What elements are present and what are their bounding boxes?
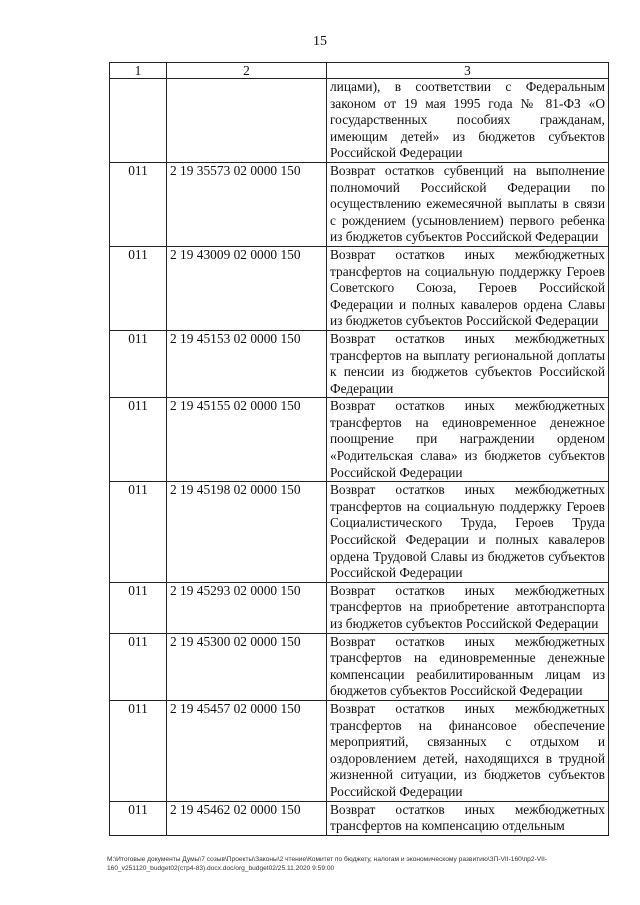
footer-line-1: М:\Итоговые документы Думы\7 созыв\Проекты\Законы\2 чтение\Комитет по бюджету, налогам и экономическому развитию\ЗП-VII-160\пр2-VII- <box>107 856 547 863</box>
admin-code-cell: 011 <box>110 582 167 633</box>
admin-code-cell <box>110 79 167 163</box>
income-name-cell: Возврат остатков иных межбюджетных трансфертов на приобретение автотранспорта из бюджетов субъектов Российской Федерации <box>327 582 609 633</box>
budget-code-cell: 2 19 45155 02 0000 150 <box>167 398 327 482</box>
admin-code-cell: 011 <box>110 801 167 835</box>
income-name-cell: Возврат остатков иных межбюджетных трансфертов на социальную поддержку Героев Советского Союза, Героев Российской Федерации и полных кавалеров ордена Славы из бюджетов субъектов Российской Федерации <box>327 246 609 330</box>
budget-code-cell: 2 19 43009 02 0000 150 <box>167 246 327 330</box>
budget-code-cell: 2 19 45153 02 0000 150 <box>167 330 327 397</box>
budget-code-cell: 2 19 45462 02 0000 150 <box>167 801 327 835</box>
footer-file-path <box>107 856 612 873</box>
column-header-2: 2 <box>167 63 327 79</box>
budget-code-cell: 2 19 35573 02 0000 150 <box>167 162 327 246</box>
column-header-3: 3 <box>327 63 609 79</box>
admin-code-cell: 011 <box>110 246 167 330</box>
table-row <box>110 398 609 482</box>
income-name-cell: Возврат остатков иных межбюджетных трансфертов на финансовое обеспечение мероприятий, связанных с отдыхом и оздоровлением детей, находящихся в трудной жизненной ситуации, из бюджетов субъектов Российской Федерации <box>327 700 609 801</box>
footer-line-2: 160_v251120_budget02(стр4-83).docx.doc/org_budget02/25.11.2020 9:59:00 <box>107 864 335 872</box>
admin-code-cell: 011 <box>110 398 167 482</box>
table-row <box>110 246 609 330</box>
table-row <box>110 801 609 835</box>
budget-code-cell <box>167 79 327 163</box>
budget-code-cell: 2 19 45457 02 0000 150 <box>167 700 327 801</box>
table-row <box>110 162 609 246</box>
table-row <box>110 482 609 583</box>
income-name-cell: лицами), в соответствии с Федеральным законом от 19 мая 1995 года № 81-ФЗ «О государственных пособиях гражданам, имеющим детей» из бюджетов субъектов Российской Федерации <box>327 79 609 163</box>
table-body <box>110 79 609 836</box>
admin-code-cell: 011 <box>110 700 167 801</box>
admin-code-cell: 011 <box>110 482 167 583</box>
admin-code-cell: 011 <box>110 330 167 397</box>
page-number: 15 <box>313 34 327 49</box>
column-header-1: 1 <box>110 63 167 79</box>
admin-code-cell: 011 <box>110 162 167 246</box>
budget-table <box>109 62 609 836</box>
admin-code-cell: 011 <box>110 633 167 700</box>
table-row <box>110 700 609 801</box>
budget-code-cell: 2 19 45300 02 0000 150 <box>167 633 327 700</box>
table-row <box>110 633 609 700</box>
table-header-row <box>110 63 609 79</box>
income-name-cell: Возврат остатков иных межбюджетных трансфертов на единовременное денежное поощрение при награждении орденом «Родительская слава» из бюджетов субъектов Российской Федерации <box>327 398 609 482</box>
income-name-cell: Возврат остатков субвенций на выполнение полномочий Российской Федерации по осуществлению ежемесячной выплаты в связи с рождением (усыновлением) первого ребенка из бюджетов субъектов Российской Федерации <box>327 162 609 246</box>
income-name-cell: Возврат остатков иных межбюджетных трансфертов на выплату региональной доплаты к пенсии из бюджетов субъектов Российской Федерации <box>327 330 609 397</box>
income-name-cell: Возврат остатков иных межбюджетных трансфертов на компенсацию отдельным <box>327 801 609 835</box>
table-row <box>110 582 609 633</box>
income-name-cell: Возврат остатков иных межбюджетных трансфертов на социальную поддержку Героев Социалистического Труда, Героев Труда Российской Федерации и полных кавалеров ордена Трудовой Славы из бюджетов субъектов Российской Федерации <box>327 482 609 583</box>
table-row <box>110 79 609 163</box>
income-name-cell: Возврат остатков иных межбюджетных трансфертов на единовременные денежные компенсации реабилитированным лицам из бюджетов субъектов Российской Федерации <box>327 633 609 700</box>
budget-code-cell: 2 19 45293 02 0000 150 <box>167 582 327 633</box>
table-row <box>110 330 609 397</box>
budget-code-cell: 2 19 45198 02 0000 150 <box>167 482 327 583</box>
